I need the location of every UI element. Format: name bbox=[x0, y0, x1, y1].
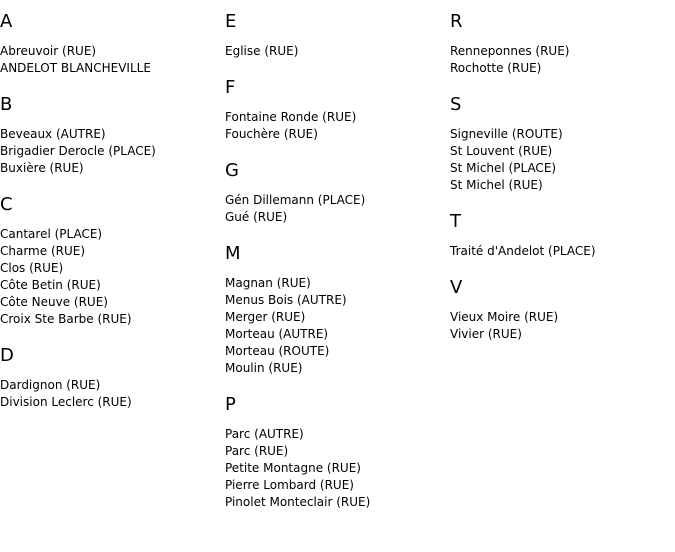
letter-group bbox=[225, 394, 450, 511]
letter-heading: B bbox=[0, 94, 13, 115]
letter-group bbox=[450, 94, 675, 194]
street-link[interactable]: Beveaux (AUTRE) bbox=[0, 127, 106, 141]
letter-group bbox=[0, 345, 225, 411]
street-list bbox=[225, 275, 450, 377]
letter-heading: S bbox=[450, 94, 462, 115]
letter-heading: A bbox=[0, 11, 13, 32]
street-link[interactable]: Clos (RUE) bbox=[0, 261, 64, 275]
street-link[interactable]: Cantarel (PLACE) bbox=[0, 227, 103, 241]
street-list bbox=[225, 109, 450, 143]
street-link[interactable]: Rochotte (RUE) bbox=[450, 61, 542, 75]
street-list bbox=[225, 426, 450, 511]
letter-group bbox=[0, 194, 225, 328]
street-list bbox=[450, 126, 675, 194]
letter-group bbox=[225, 160, 450, 226]
street-link[interactable]: Côte Neuve (RUE) bbox=[0, 295, 108, 309]
street-link[interactable]: Merger (RUE) bbox=[225, 310, 306, 324]
street-list bbox=[450, 309, 675, 343]
street-list bbox=[0, 226, 225, 328]
street-link[interactable]: Parc (AUTRE) bbox=[225, 427, 304, 441]
street-list bbox=[0, 43, 225, 77]
street-link[interactable]: Pinolet Monteclair (RUE) bbox=[225, 495, 371, 509]
letter-group bbox=[450, 211, 675, 260]
street-link[interactable]: St Michel (PLACE) bbox=[450, 161, 557, 175]
street-link[interactable]: Fontaine Ronde (RUE) bbox=[225, 110, 357, 124]
street-list bbox=[0, 126, 225, 177]
street-column bbox=[225, 0, 450, 511]
street-link[interactable]: Eglise (RUE) bbox=[225, 44, 299, 58]
street-link[interactable]: Signeville (ROUTE) bbox=[450, 127, 563, 141]
letter-heading: C bbox=[0, 194, 13, 215]
letter-group bbox=[225, 11, 450, 60]
street-link[interactable]: Traité d'Andelot (PLACE) bbox=[450, 244, 596, 258]
street-link[interactable]: Renneponnes (RUE) bbox=[450, 44, 570, 58]
street-link[interactable]: Morteau (AUTRE) bbox=[225, 327, 329, 341]
letter-heading: G bbox=[225, 160, 239, 181]
street-link[interactable]: Gué (RUE) bbox=[225, 210, 288, 224]
street-link[interactable]: Division Leclerc (RUE) bbox=[0, 395, 132, 409]
street-link[interactable]: Menus Bois (AUTRE) bbox=[225, 293, 347, 307]
street-link[interactable]: Pierre Lombard (RUE) bbox=[225, 478, 354, 492]
letter-group bbox=[0, 94, 225, 177]
street-link[interactable]: Côte Betin (RUE) bbox=[0, 278, 101, 292]
street-link[interactable]: Abreuvoir (RUE) bbox=[0, 44, 97, 58]
letter-heading: F bbox=[225, 77, 236, 98]
letter-heading: V bbox=[450, 277, 463, 298]
letter-heading: E bbox=[225, 11, 237, 32]
street-list bbox=[225, 192, 450, 226]
letter-heading: P bbox=[225, 394, 236, 415]
street-link[interactable]: Croix Ste Barbe (RUE) bbox=[0, 312, 132, 326]
letter-heading: M bbox=[225, 243, 241, 264]
street-link[interactable]: St Michel (RUE) bbox=[450, 178, 543, 192]
letter-group bbox=[225, 243, 450, 377]
street-link[interactable]: Gén Dillemann (PLACE) bbox=[225, 193, 366, 207]
street-list bbox=[450, 43, 675, 77]
street-link[interactable]: Magnan (RUE) bbox=[225, 276, 311, 290]
street-list bbox=[0, 377, 225, 411]
street-link[interactable]: Dardignon (RUE) bbox=[0, 378, 101, 392]
street-link[interactable]: Brigadier Derocle (PLACE) bbox=[0, 144, 156, 158]
street-link[interactable]: Charme (RUE) bbox=[0, 244, 86, 258]
street-column bbox=[0, 0, 225, 411]
letter-heading: T bbox=[450, 211, 461, 232]
street-link[interactable]: ANDELOT BLANCHEVILLE bbox=[0, 61, 151, 75]
street-link[interactable]: Fouchère (RUE) bbox=[225, 127, 318, 141]
letter-group bbox=[225, 77, 450, 143]
street-column bbox=[450, 0, 675, 343]
letter-group bbox=[450, 11, 675, 77]
street-link[interactable]: Moulin (RUE) bbox=[225, 361, 303, 375]
letter-group bbox=[0, 11, 225, 77]
street-list bbox=[450, 243, 675, 260]
letter-heading: D bbox=[0, 345, 14, 366]
letter-heading: R bbox=[450, 11, 463, 32]
street-link[interactable]: St Louvent (RUE) bbox=[450, 144, 553, 158]
street-link[interactable]: Vieux Moire (RUE) bbox=[450, 310, 559, 324]
letter-group bbox=[450, 277, 675, 343]
street-link[interactable]: Morteau (ROUTE) bbox=[225, 344, 330, 358]
street-link[interactable]: Petite Montagne (RUE) bbox=[225, 461, 361, 475]
street-link[interactable]: Buxière (RUE) bbox=[0, 161, 84, 175]
street-list bbox=[225, 43, 450, 60]
street-link[interactable]: Vivier (RUE) bbox=[450, 327, 522, 341]
street-link[interactable]: Parc (RUE) bbox=[225, 444, 289, 458]
